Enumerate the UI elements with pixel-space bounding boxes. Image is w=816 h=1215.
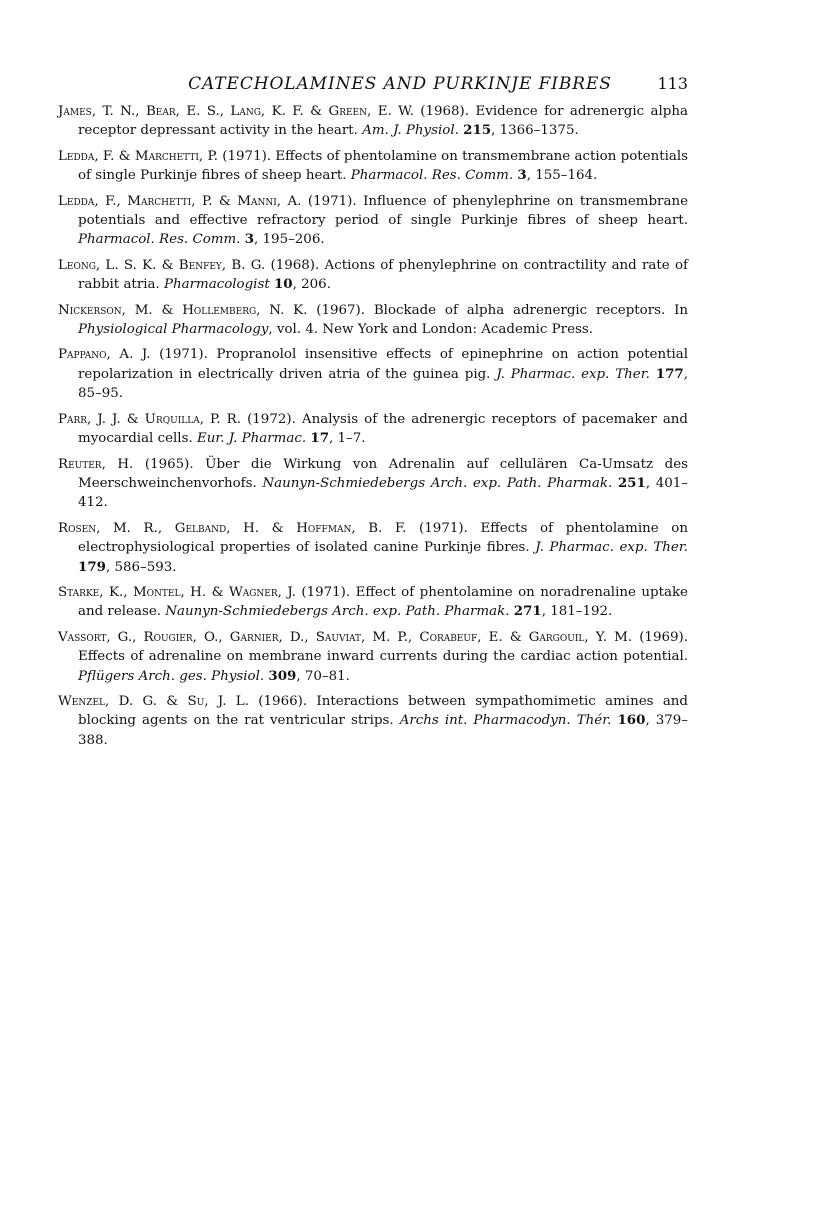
- reference-text: , 1–7.: [329, 431, 366, 447]
- reference-text: (1966). Interactions between sympathomimetic amines and blocking agents on the rat ventricular strips.: [78, 693, 689, 729]
- reference-entry: [58, 692, 688, 750]
- reference-authors: Parr, J. J. & Urquilla, P. R.: [58, 411, 241, 427]
- reference-journal: J. Pharmac. exp. Ther.: [496, 366, 650, 382]
- reference-text: (1969). Effects of adrenaline on membrane inward currents during the cardiac action potential.: [78, 629, 688, 665]
- reference-entry: [58, 345, 688, 403]
- reference-text: , 181–192.: [541, 604, 613, 620]
- reference-text: (1967). Blockade of alpha adrenergic receptors. In: [307, 302, 688, 318]
- reference-volume: 179: [78, 558, 106, 575]
- reference-journal: Physiological Pharmacology: [78, 322, 269, 338]
- reference-entry: [58, 301, 688, 340]
- reference-authors: Reuter, H.: [58, 456, 134, 472]
- reference-volume: 160: [617, 712, 646, 729]
- reference-text: (1968). Actions of phenylephrine on contractility and rate of rabbit atria.: [78, 257, 688, 293]
- reference-entry: [58, 628, 688, 686]
- running-title: CATECHOLAMINES AND PURKINJE FIBRES: [188, 74, 612, 94]
- reference-authors: James, T. N., Bear, E. S., Lang, K. F. & Green, E. W.: [58, 104, 414, 119]
- reference-text: (1971). Effect of phentolamine on noradrenaline uptake and release.: [78, 584, 688, 620]
- page-number: 113: [657, 74, 688, 93]
- reference-volume: 251: [617, 474, 646, 491]
- reference-journal: Am. J. Physiol.: [362, 123, 459, 139]
- reference-authors: Ledda, F., Marchetti, P. & Manni, A.: [58, 193, 302, 209]
- reference-journal: Pflügers Arch. ges. Physiol.: [78, 668, 265, 684]
- reference-authors: Starke, K., Montel, H. & Wagner, J.: [58, 584, 296, 600]
- reference-text: , 401–412.: [78, 475, 688, 511]
- reference-volume: 3: [244, 231, 255, 248]
- reference-volume: 17: [310, 430, 330, 447]
- reference-text: (1971). Influence of phenylephrine on transmembrane potentials and effective refractory period of single Purkinje fibres of sheep heart.: [78, 193, 688, 229]
- reference-text: (1968). Evidence for adrenergic alpha receptor depressant activity in the heart.: [78, 104, 688, 139]
- reference-text: , 206.: [292, 277, 331, 293]
- reference-journal: Naunyn-Schmiedebergs Arch. exp. Path. Pharmak.: [262, 475, 613, 491]
- reference-text: (1971). Effects of phentolamine on transmembrane action potentials of single Purkinje fibres of sheep heart.: [78, 148, 688, 184]
- reference-volume: 309: [268, 667, 297, 684]
- reference-entry: [58, 455, 688, 513]
- reference-text: (1972). Analysis of the adrenergic receptors of pacemaker and myocardial cells.: [78, 411, 689, 447]
- reference-entry: [58, 410, 688, 449]
- reference-journal: J. Pharmac. exp. Ther.: [535, 540, 689, 556]
- reference-authors: Ledda, F. & Marchetti, P.: [58, 148, 218, 164]
- page-header: [112, 74, 688, 98]
- reference-list: [58, 102, 688, 756]
- reference-entry: [58, 519, 688, 577]
- reference-authors: Vassort, G., Rougier, O., Garnier, D., Sauviat, M. P., Corabeuf, E. & Gargouil, Y. M.: [58, 629, 633, 645]
- reference-entry: [58, 147, 688, 186]
- reference-text: , 85–95.: [78, 366, 688, 402]
- reference-entry: [58, 583, 688, 622]
- reference-volume: 271: [513, 603, 542, 620]
- reference-authors: Nickerson, M. & Hollemberg, N. K.: [58, 302, 308, 318]
- reference-text: , 1366–1375.: [491, 123, 579, 139]
- reference-text: (1971). Effects of phentolamine on electrophysiological properties of isolated canine Purkinje fibres.: [78, 520, 688, 556]
- reference-journal: Naunyn-Schmiedebergs Arch. exp. Path. Pharmak.: [165, 604, 510, 620]
- reference-journal: Pharmacol. Res. Comm.: [350, 168, 514, 184]
- reference-journal: Pharmacologist: [164, 277, 270, 293]
- reference-authors: Leong, L. S. K. & Benfey, B. G.: [58, 257, 266, 273]
- reference-text: , 586–593.: [105, 559, 177, 575]
- reference-text: , 155–164.: [526, 168, 598, 184]
- reference-text: (1965). Über die Wirkung von Adrenalin auf cellulären Ca-Umsatz des Meerschweinchenvorhofs.: [78, 456, 688, 491]
- reference-text: , 379–388.: [78, 713, 688, 748]
- reference-authors: Rosen, M. R., Gelband, H. & Hoffman, B. F.: [58, 520, 407, 536]
- reference-text: , 195–206.: [254, 232, 325, 248]
- reference-authors: Pappano, A. J.: [58, 347, 151, 363]
- reference-journal: Archs int. Pharmacodyn. Thér.: [399, 713, 612, 729]
- reference-authors: Wenzel, D. G. & Su, J. L.: [58, 693, 249, 709]
- reference-volume: 177: [655, 365, 684, 382]
- reference-volume: 10: [273, 276, 293, 293]
- reference-entry: [58, 102, 688, 141]
- reference-text: , vol. 4. New York and London: Academic Press.: [268, 322, 593, 338]
- reference-text: (1971). Propranolol insensitive effects of epinephrine on action potential repolarization in electrically driven atria of the guinea pig.: [78, 347, 689, 382]
- reference-entry: [58, 192, 688, 250]
- reference-journal: Pharmacol. Res. Comm.: [78, 232, 241, 248]
- reference-volume: 215: [463, 122, 492, 139]
- reference-volume: 3: [517, 167, 527, 184]
- reference-text: , 70–81.: [296, 668, 350, 684]
- reference-entry: [58, 256, 688, 295]
- reference-journal: Eur. J. Pharmac.: [196, 431, 307, 447]
